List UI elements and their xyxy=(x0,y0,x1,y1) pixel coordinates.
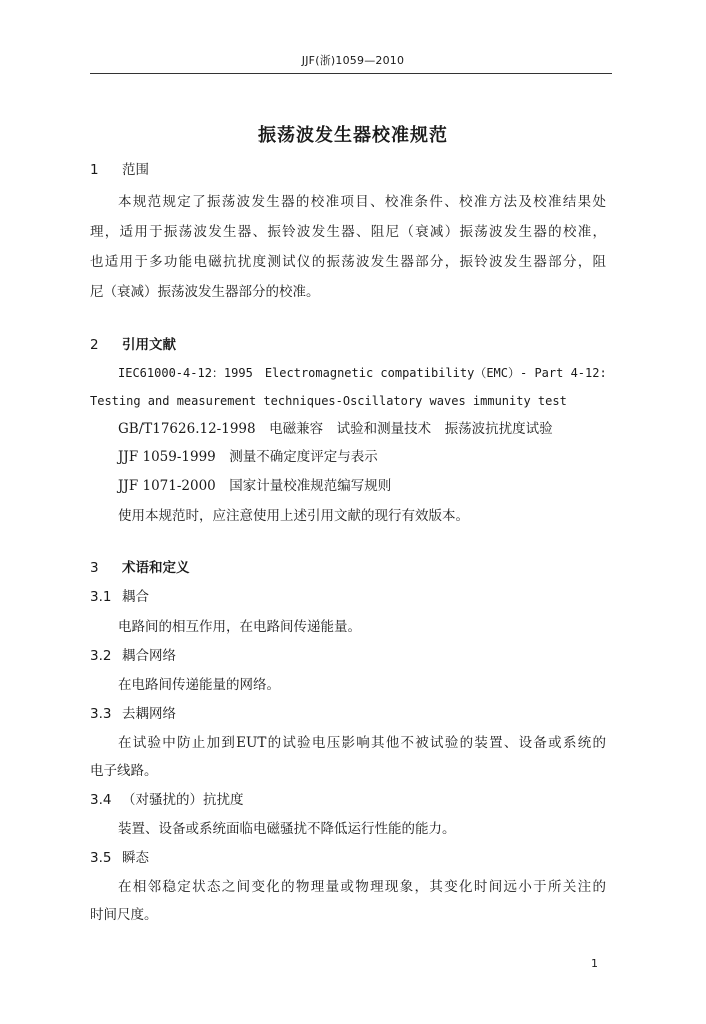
reference-jjf-1059: JJF 1059-1999 测量不确定度评定与表示 xyxy=(118,449,378,465)
term-3-4-heading xyxy=(90,791,244,809)
section-2-number: 2 xyxy=(90,337,99,353)
section-1-paragraph-line: 理，适用于振荡波发生器、振铃波发生器、阻尼（衰减）振荡波发生器的校准， xyxy=(90,224,606,240)
term-3-5-definition-line: 在相邻稳定状态之间变化的物理量或物理现象，其变化时间远小于所关注的 xyxy=(118,879,606,895)
document-title: 振荡波发生器校准规范 xyxy=(258,125,448,146)
section-2-title: 引用文献 xyxy=(122,337,176,353)
term-3-2-definition: 在电路间传递能量的网络。 xyxy=(118,677,280,693)
section-1-number: 1 xyxy=(90,162,99,178)
section-2-heading xyxy=(90,336,176,354)
header-rule xyxy=(90,73,612,74)
term-3-5-definition-line: 时间尺度。 xyxy=(90,907,158,923)
term-3-1-definition: 电路间的相互作用，在电路间传递能量。 xyxy=(118,619,361,635)
term-3-3-heading xyxy=(90,705,176,723)
section-3-title: 术语和定义 xyxy=(122,560,190,576)
term-3-4-name: （对骚扰的）抗扰度 xyxy=(122,792,244,808)
term-3-2-name: 耦合网络 xyxy=(122,648,176,664)
reference-note: 使用本规范时，应注意使用上述引用文献的现行有效版本。 xyxy=(118,508,469,524)
term-3-1-name: 耦合 xyxy=(122,589,149,605)
term-3-4-number: 3.4 xyxy=(90,792,112,808)
term-3-3-name: 去耦网络 xyxy=(122,706,176,722)
section-1-title: 范围 xyxy=(122,162,149,178)
section-3-heading xyxy=(90,559,190,577)
term-3-5-number: 3.5 xyxy=(90,850,112,866)
term-3-4-definition: 装置、设备或系统面临电磁骚扰不降低运行性能的能力。 xyxy=(118,821,456,837)
term-3-3-number: 3.3 xyxy=(90,706,112,722)
section-1-paragraph-line: 本规范规定了振荡波发生器的校准项目、校准条件、校准方法及校准结果处 xyxy=(118,194,606,210)
term-3-3-definition-line: 在试验中防止加到EUT的试验电压影响其他不被试验的装置、设备或系统的 xyxy=(118,735,606,751)
term-3-1-heading xyxy=(90,588,149,606)
section-1-paragraph-line: 也适用于多功能电磁抗扰度测试仪的振荡波发生器部分，振铃波发生器部分，阻 xyxy=(90,254,606,270)
term-3-1-number: 3.1 xyxy=(90,589,112,605)
term-3-2-heading xyxy=(90,647,176,665)
reference-iec-line-1: IEC61000-4-12：1995 Electromagnetic compatibility（EMC）- Part 4-12: xyxy=(118,366,607,380)
page-number: 1 xyxy=(591,957,598,970)
term-3-2-number: 3.2 xyxy=(90,648,112,664)
standard-code-header: JJF(浙)1059—2010 xyxy=(301,54,405,67)
reference-iec-line-2: Testing and measurement techniques-Oscillatory waves immunity test xyxy=(90,394,567,408)
term-3-5-name: 瞬态 xyxy=(122,850,149,866)
term-3-5-heading xyxy=(90,849,149,867)
section-1-paragraph-line: 尼（衰减）振荡波发生器部分的校准。 xyxy=(90,284,320,300)
section-3-number: 3 xyxy=(90,560,99,576)
section-1-heading xyxy=(90,161,149,179)
reference-gb: GB/T17626.12-1998 电磁兼容 试验和测量技术 振荡波抗扰度试验 xyxy=(118,421,553,437)
term-3-3-definition-line: 电子线路。 xyxy=(90,763,158,779)
reference-jjf-1071: JJF 1071-2000 国家计量校准规范编写规则 xyxy=(118,478,392,494)
